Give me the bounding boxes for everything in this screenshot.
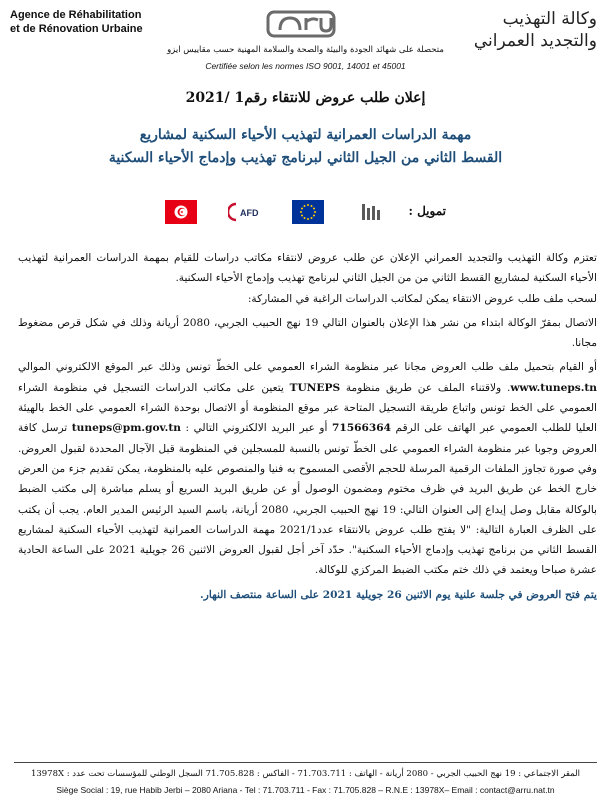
announcement-title: إعلان طلب عروض للانتقاء رقم1 /2021: [185, 90, 426, 106]
certification-ar: متحصلة على شهائد الجودة والبيئة والصحة والسلامة المهنية حسب مقاييس ايزو: [167, 45, 444, 55]
paragraph-contact-office: الاتصال بمقرّ الوكالة ابتداء من نشر هذا الإعلان بالعنوان التالي 19 نهج الحبيب الجربي، 2080 أريانة وذلك في شكل قرص مضغوط مجانا.: [18, 316, 597, 350]
flag-eu-icon: [292, 200, 324, 224]
footer-address-fr: Siège Social : 19, rue Habib Jerbi – 2080 Ariana - Tel : 71.703.711 - Fax : 71.705.828 – R.N.E : 13978X– Email : contact@arru.nat.tn: [56, 785, 555, 795]
announcement-subtitle-line2: القسط الثاني من الجيل الثاني لبرنامج تهذيب وإدماج الأحياء السكنية: [108, 150, 503, 166]
paragraph-intro: تعتزم وكالة التهذيب والتجديد العمراني الإعلان عن طلب عروض لانتقاء مكاتب دراسات للقيام بمهمة الدراسات العمرانية لتهذيب الأحياء السكنية لمشاريع القسط الثاني من من الجيل الثاني لبرنامج تهذيب وإدماج الأحياء السكنية.: [18, 252, 597, 285]
tuneps-url-link[interactable]: www.tuneps.tn: [510, 381, 597, 394]
funding-row: [160, 200, 460, 228]
afd-logo-icon: [228, 200, 266, 224]
footer: [14, 762, 597, 797]
arru-logo: [266, 10, 336, 38]
tuneps-text-c: يتعين على مكاتب الدراسات التسجيل في منظومة الشراء العمومي على الخط تونس واتباع طريقة التسجيل المتاحة عبر موقع المنظومة أو الاتصال بوحدة الشراء العمومي على الخط بالهيئة العليا للطلب العمومي عبر الهاتف على الرقم: [18, 381, 597, 435]
paragraph-withdraw: لسحب ملف طلب عروض الانتقاء يمكن لمكاتب الدراسات الراغبة في المشاركة:: [247, 292, 597, 305]
footer-address-ar: المقر الاجتماعي : 19 نهج الحبيب الجربي - 2080 أريانة - الهاتف : 71.703.711 - الفاكس : 71.705.828 السجل الوطني للمؤسسات تحت عدد : 13978X: [30, 769, 581, 779]
email-link[interactable]: tuneps@pm.gov.tn: [71, 422, 181, 435]
paragraph-tuneps: [18, 357, 597, 580]
paragraph-opening: يتم فتح العروض في جلسة علنية يوم الاثنين 26 جويلية 2021 على الساعة منتصف النهار.: [200, 588, 597, 601]
agency-name-ar-line2: والتجديد العمراني: [473, 31, 597, 51]
tuneps-name: TUNEPS: [289, 381, 341, 394]
partner-logo-icon: [356, 200, 388, 224]
agency-name-ar-line1: وكالة التهذيب: [502, 9, 597, 29]
agency-name-fr: [10, 8, 170, 36]
tuneps-text-b: . ولاقتناء الملف عن طريق منظومة: [345, 381, 511, 394]
tuneps-text-d: أو عبر البريد الالكتروني التالي :: [185, 422, 328, 435]
announcement-body: [18, 248, 597, 605]
certification-fr: Certifiée selon les normes ISO 9001, 14001 et 45001: [205, 61, 406, 71]
phone-number: 71566364: [332, 422, 391, 435]
tuneps-text-a: أو القيام بتحميل ملف طلب العروض مجانا عبر منظومة الشراء العمومي على الخطّ تونس وذلك عبر الموقع الالكتروني الموالي: [18, 361, 597, 374]
flag-tunisia-icon: [165, 200, 197, 224]
tuneps-text-e: ترسل كافة العروض وجوبا عبر منظومة الشراء العمومي على الخطّ تونس بالنسبة للمسجلين في المنظومة قبل الآجال المحددة لقبول العروض. وفي صورة تجاوز الملفات الرقمية المرسلة للحجم الأقصى المسموح به فنيا والمنصوص عليه بالمنظومة، يمكن تقديم جزء من العرض خارج الخط عن طريق البريد في ظرف مختوم ومضمون الوصول أو عن طريق البريد السريع أو يسلم مباشرة إلى مكتب الضبط بالوكالة مقابل وصل إيداع إلى العنوان التالي: 19 نهج الحبيب الجربي، 2080 أريانة، باسم السيد الرئيس المدير العام. يجب أن يكتب على الظرف العبارة التالية: "لا يفتح طلب عروض بالانتقاء عدد2021/1 مهمة الدراسات العمرانية لتهذيب الأحياء السكنية لمشاريع القسط الثاني من برنامج تهذيب وإدماج الأحياء السكنية". حدّد آخر أجل لقبول العروض الاثنين 26 جويلية 2021 على الساعة الحادية عشرة صباحا ويعتمد في ذلك ختم مكتب الضبط المركزي للوكالة.: [18, 422, 598, 577]
funding-label: تمويل :: [408, 204, 446, 218]
agency-name-fr-line1: Agence de Réhabilitation: [10, 9, 142, 21]
svg-text:AFD: AFD: [240, 208, 259, 218]
announcement-subtitle-line1: مهمة الدراسات العمرانية لتهذيب الأحياء السكنية لمشاريع: [139, 127, 472, 143]
agency-name-fr-line2: et de Rénovation Urbaine: [10, 23, 143, 35]
